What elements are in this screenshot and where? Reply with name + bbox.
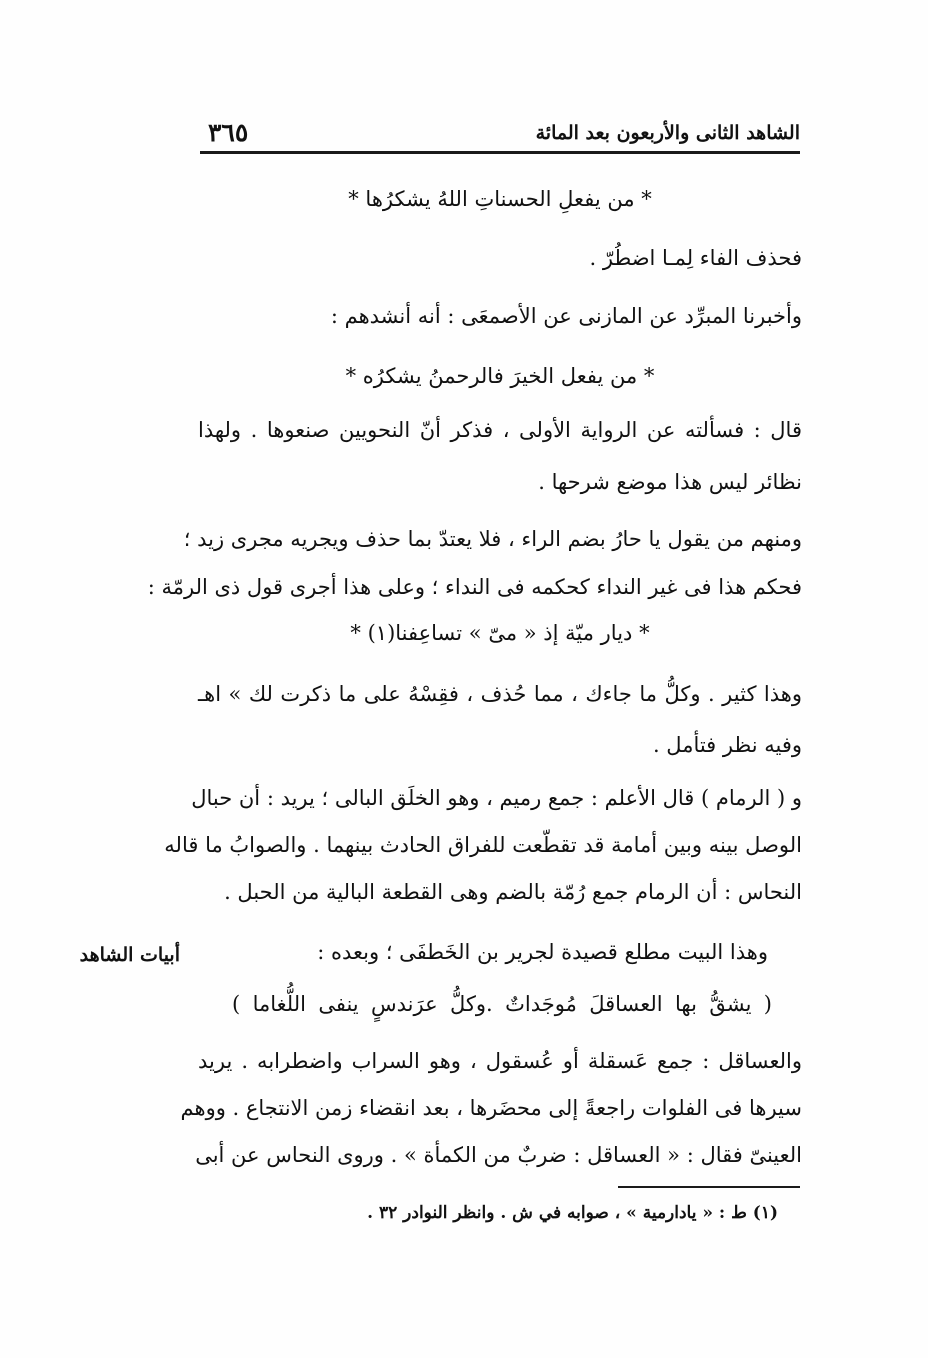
footnote-divider <box>618 1186 800 1188</box>
text-line: وهذا كثير . وكلُّ ما جاءك ، مما حُذف ، فقِسْهُ على ما ذكرت لك » اهـ <box>198 682 802 706</box>
page-number: ٣٦٥ <box>208 118 249 147</box>
verse-line: * ديار ميّة إذ « مىّ » تساعِفنا(١) * <box>350 621 650 645</box>
text-line: النحاس : أن الرمام جمع رُمّة بالضم وهى القطعة البالية من الحبل . <box>224 880 802 904</box>
header-divider <box>200 151 800 154</box>
text-line: وهذا البيت مطلع قصيدة لجرير بن الخَطفَى ؛ وبعده : <box>317 940 768 964</box>
text-line: الوصل بينه وبين أمامة قد تقطّعت للفراق الحادث بينهما . والصوابُ ما قاله <box>164 833 802 857</box>
verse-line: * من يفعلِ الحسناتِ اللهُ يشكرُها * <box>348 187 652 211</box>
text-line: فحكم هذا فى غير النداء كحكمه فى النداء ؛ وعلى هذا أجرى قول ذى الرمّة : <box>147 575 802 599</box>
text-line: نظائر ليس هذا موضع شرحها . <box>538 470 802 494</box>
text-line: ومنهم من يقول يا حارُ بضم الراء ، فلا يعتدّ بما حذف ويجريه مجرى زيد ؛ <box>183 527 802 551</box>
verse-line: ( يشقُّ بها العساقلَ مُوجَداتٌ .وكلُّ عرَندسٍ ينفى اللُّغاما ) <box>232 992 772 1016</box>
text-line: سيرها فى الفلوات راجعةً إلى محضَرها ، بعد انقضاء زمن الانتجاع . ووهم <box>180 1096 802 1120</box>
verse-line: * من يفعل الخيرَ فالرحمنُ يشكرُه * <box>345 364 655 388</box>
text-line: و ( الرمام ) قال الأعلم : جمع رميم ، وهو الخلَق البالى ؛ يريد : أن حبال <box>191 786 802 810</box>
footnote: (١) ط : « يادارمية » ، صوابه في ش . وانظر النوادر ٣٢ . <box>367 1203 778 1223</box>
text-line: العينىّ فقال : « العساقل : ضربٌ من الكمأة » . وروى النحاس عن أبى <box>195 1143 802 1167</box>
margin-note: أبيات الشاهد <box>79 944 180 966</box>
text-line: فحذف الفاء لِمـا اضطُرّ . <box>589 246 802 270</box>
text-line: قال : فسألته عن الرواية الأولى ، فذكر أنّ النحويين صنعوها . ولهذا <box>198 418 802 442</box>
text-line: وأخبرنا المبرِّد عن المازنى عن الأصمعَى : أنه أنشدهم : <box>330 304 802 328</box>
text-line: والعساقل : جمع عَسقلة أو عُسقول ، وهو السراب واضطرابه . يريد <box>198 1049 802 1073</box>
text-line: وفيه نظر فتأمل . <box>652 733 802 757</box>
header-title: الشاهد الثانى والأربعون بعد المائة <box>535 122 800 144</box>
